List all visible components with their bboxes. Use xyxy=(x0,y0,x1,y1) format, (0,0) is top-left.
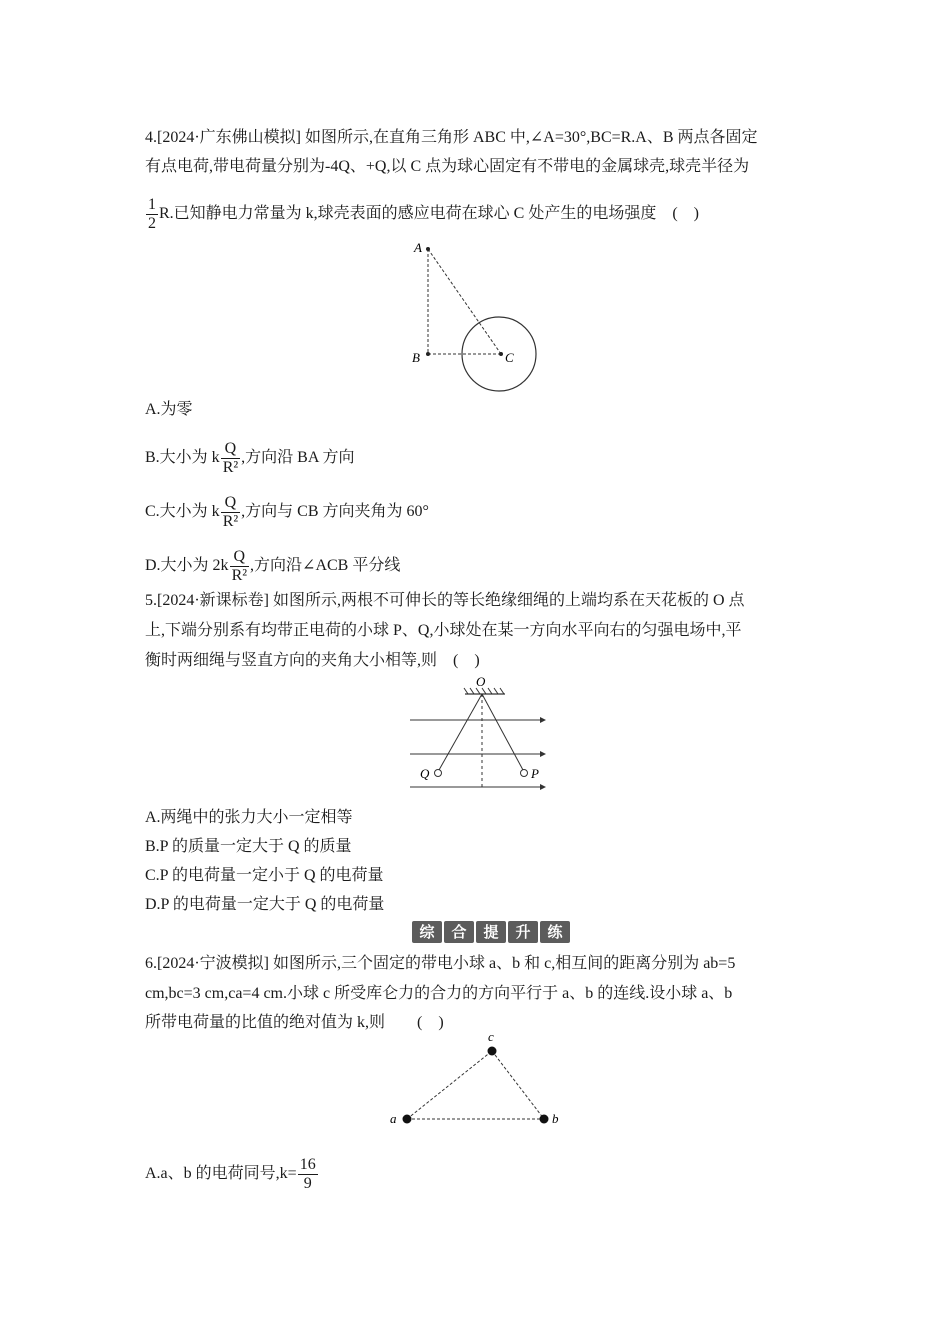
banner-char: 升 xyxy=(508,921,538,943)
q4-label-B: B xyxy=(412,350,420,365)
q4-point-A xyxy=(426,247,430,251)
q4-fraction-half: $\frac{1}{2}$ xyxy=(148,196,156,232)
q5-option-A: A.两绳中的张力大小一定相等 xyxy=(145,809,353,826)
q6-ball-a xyxy=(403,1115,412,1124)
q5-line-3: 衡时两细绳与竖直方向的夹角大小相等,则 ( ) xyxy=(145,652,480,669)
q6-line-cb xyxy=(492,1051,544,1119)
q5-line-2: 上,下端分别系有均带正电荷的小球 P、Q,小球处在某一方向水平向右的匀强电场中,平 xyxy=(145,622,742,639)
banner-char: 合 xyxy=(444,921,474,943)
q4-point-B xyxy=(426,352,430,356)
q4-line-AC xyxy=(428,249,501,354)
q5-option-C: C.P 的电荷量一定小于 Q 的电荷量 xyxy=(145,867,384,884)
q4-label-C: C xyxy=(505,350,514,365)
q4-option-A: A.为零 xyxy=(145,401,193,418)
q5-ball-Q xyxy=(435,770,442,777)
q4-label-A: A xyxy=(414,240,422,255)
q5-label-O: O xyxy=(476,674,486,689)
q4-triangle-figure xyxy=(405,236,555,396)
q6-label-b: b xyxy=(552,1111,559,1126)
q5-pendulum-figure xyxy=(405,672,550,792)
section-banner xyxy=(412,921,570,943)
q5-line-1: 5.[2024·新课标卷] 如图所示,两根不可伸长的等长绝缘细绳的上端均系在天花板的 O 点 xyxy=(145,592,745,609)
q4-option-D: D.大小为 2k $\frac{Q}{\text{R²}}$ ,方向沿∠ACB 平分线 xyxy=(145,548,401,584)
banner-char: 综 xyxy=(412,921,442,943)
q5-string-Q xyxy=(439,694,482,770)
q5-option-D: D.P 的电荷量一定大于 Q 的电荷量 xyxy=(145,896,385,913)
q4-point-C xyxy=(499,352,503,356)
banner-char: 提 xyxy=(476,921,506,943)
q5-ball-P xyxy=(521,770,528,777)
q6-line-ac xyxy=(407,1051,492,1119)
q6-label-c: c xyxy=(488,1030,494,1044)
q6-triangle-figure xyxy=(385,1030,565,1130)
q6-ball-b xyxy=(540,1115,549,1124)
q5-label-Q: Q xyxy=(420,766,430,781)
q6-line-1: 6.[2024·宁波模拟] 如图所示,三个固定的带电小球 a、b 和 c,相互间的距离分别为 ab=5 xyxy=(145,955,736,972)
q4-line-1: 4.[2024·广东佛山模拟] 如图所示,在直角三角形 ABC 中,∠A=30°,BC=R.A、B 两点各固定 xyxy=(145,129,758,146)
q6-ball-c xyxy=(488,1047,497,1056)
q6-label-a: a xyxy=(390,1111,397,1126)
q6-option-A: A.a、b 的电荷同号,k= $\frac{16}{9}$ xyxy=(145,1156,316,1192)
q6-line-3: 所带电荷量的比值的绝对值为 k,则 ( ) xyxy=(145,1014,444,1031)
q5-label-P: P xyxy=(531,766,539,781)
q4-line-2: 有点电荷,带电荷量分别为-4Q、+Q,以 C 点为球心固定有不带电的金属球壳,球壳半径为 xyxy=(145,158,750,175)
q4-option-B: B.大小为 k $\frac{Q}{\text{R²}}$ ,方向沿 BA 方向 xyxy=(145,440,355,476)
q4-option-C: C.大小为 k $\frac{Q}{\text{R²}}$ ,方向与 CB 方向夹角为 60° xyxy=(145,494,429,530)
q6-line-2: cm,bc=3 cm,ca=4 cm.小球 c 所受库仑力的合力的方向平行于 a、b 的连线.设小球 a、b xyxy=(145,985,733,1002)
q5-option-B: B.P 的质量一定大于 Q 的质量 xyxy=(145,838,352,855)
q5-string-P xyxy=(482,694,523,770)
q4-line-3: $\frac{1}{2}$ R.已知静电力常量为 k,球壳表面的感应电荷在球心 C 处产生的电场强度 ( ) xyxy=(148,196,700,232)
banner-char: 练 xyxy=(540,921,570,943)
